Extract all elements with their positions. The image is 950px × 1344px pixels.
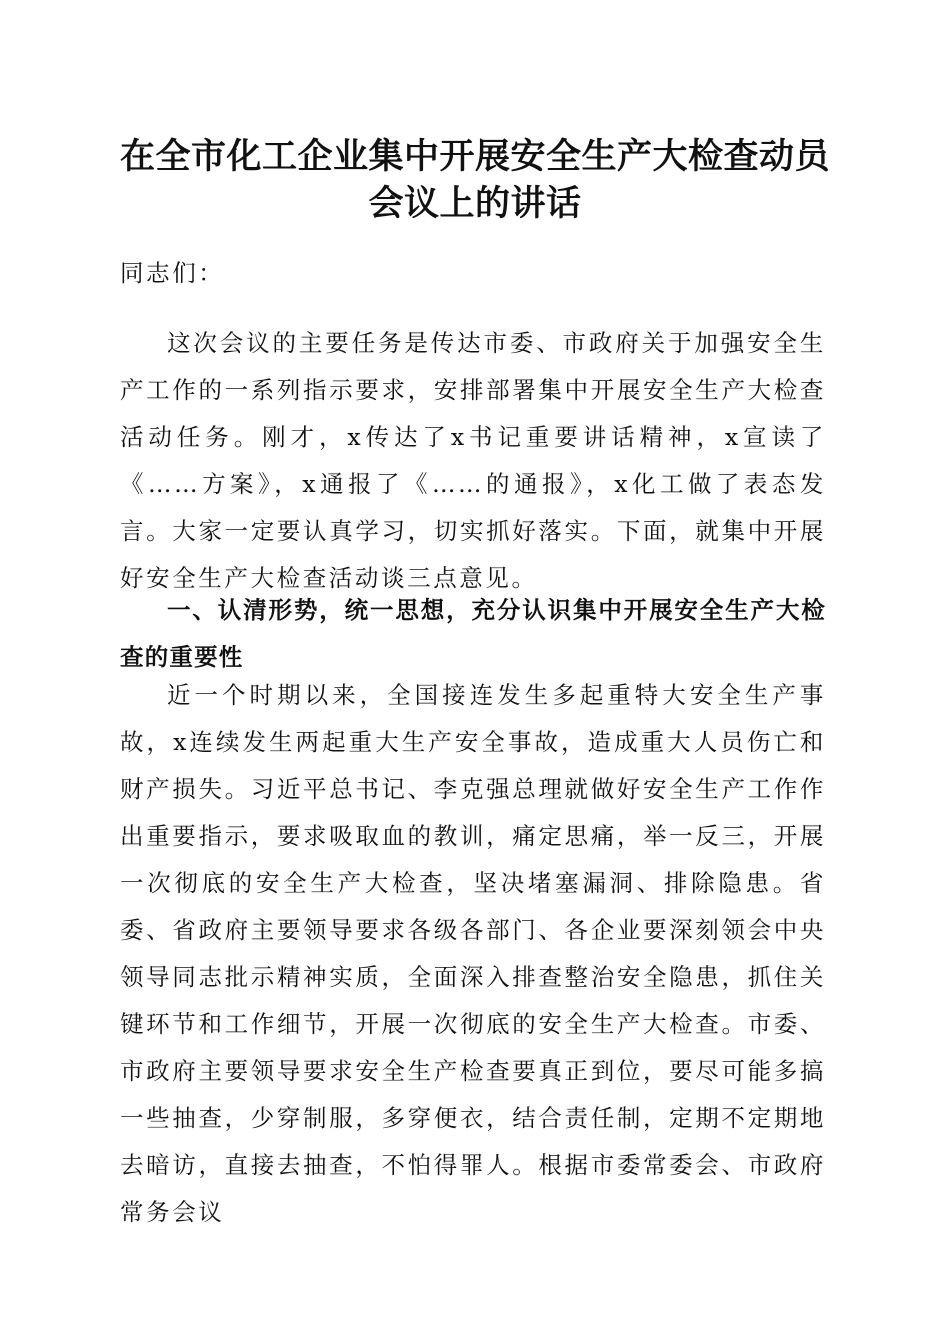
document-title: 在全市化工企业集中开展安全生产大检查动员会议上的讲话 (119, 136, 830, 224)
section-heading: 一、认清形势，统一思想，充分认识集中开展安全生产大检查的重要性 (120, 596, 826, 671)
section-paragraph: 近一个时期以来，全国接连发生多起重特大安全生产事故，x连续发生两起重大生产安全事故，造成重大人员伤亡和财产损失。习近平总书记、李克强总理就做好安全生产工作作出重要指示，要求吸取血的教训，痛定思痛，举一反三，开展一次彻底的安全生产大检查，坚决堵塞漏洞、排除隐患。省委、省政府主要领导要求各级各部门、各企业要深刻领会中央领导同志批示精神实质，全面深入排查整治安全隐患，抓住关键环节和工作细节，开展一次彻底的安全生产大检查。市委、市政府主要领导要求安全生产检查要真正到位，要尽可能多搞一些抽查，少穿制服，多穿便衣，结合责任制，定期不定期地去暗访，直接去抽查，不怕得罪人。根据市委常委会、市政府常务会议 (120, 681, 826, 1226)
intro-paragraph: 这次会议的主要任务是传达市委、市政府关于加强安全生产工作的一系列指示要求，安排部署集中开展安全生产大检查活动任务。刚才，x传达了x书记重要讲话精神，x宣读了《……方案》，x通报了《……的通报》，x化工做了表态发言。大家一定要认真学习，切实抓好落实。下面，就集中开展好安全生产大检查活动谈三点意见。 (120, 329, 826, 592)
salutation: 同志们： (120, 259, 225, 287)
